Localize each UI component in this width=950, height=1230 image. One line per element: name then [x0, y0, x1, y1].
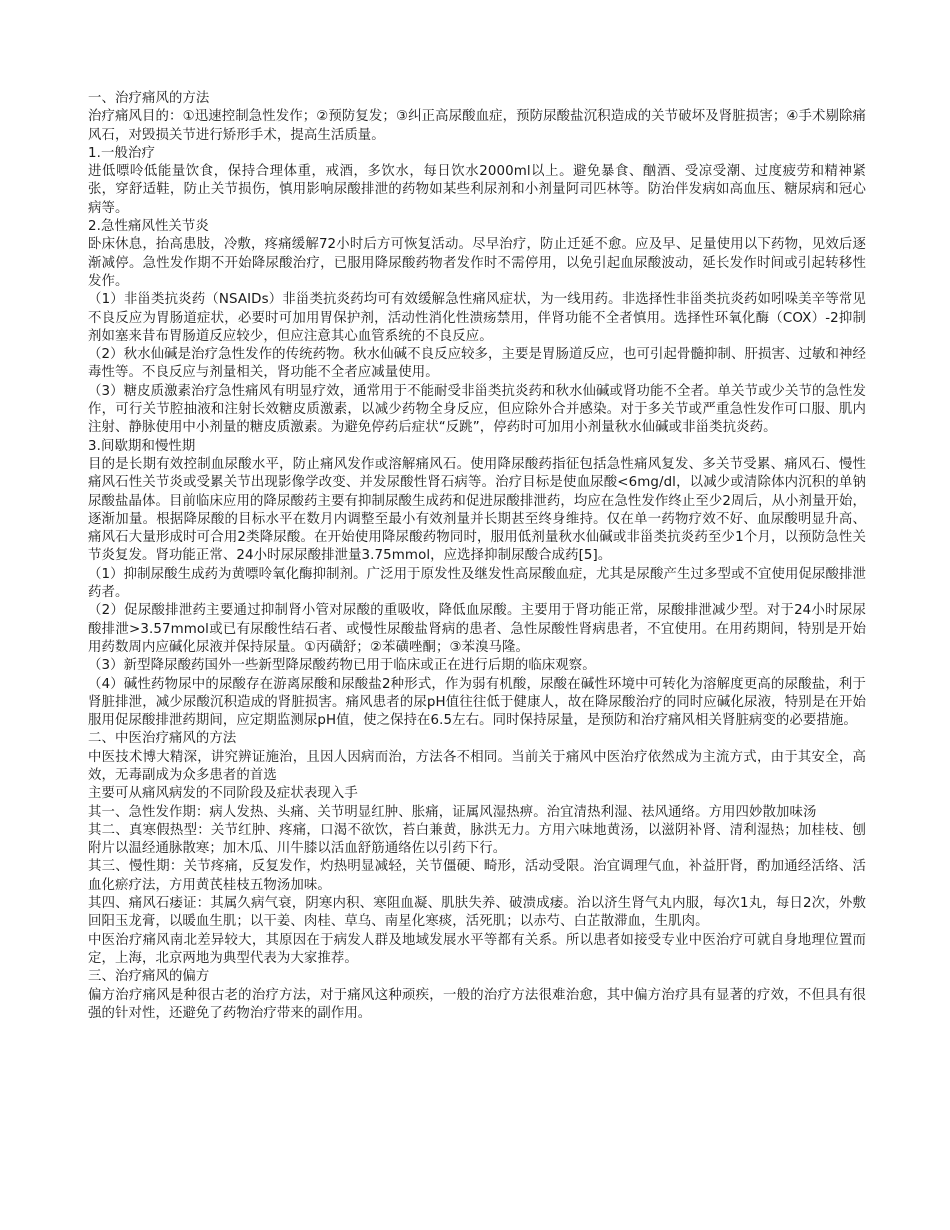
subheading-acute-arthritis: 2.急性痛风性关节炎: [88, 219, 209, 235]
paragraph-intermittent-chronic: 目的是长期有效控制血尿酸水平，防止痛风发作或溶解痛风石。使用降尿酸药指征包括急性痛风复发、多关节受累、痛风石、慢性痛风石性关节炎或受累关节出现影像学改变、并发尿酸性肾石病等。治疗目标是使血尿酸<6mg/dl，以减少或清除体内沉积的单钠尿酸盐晶体。目前临床应用的降尿酸药主要有抑制尿酸生成药和促进尿酸排泄药，均应在急性发作终止至少2周后，从小剂量开始，逐渐加量。根据降尿酸的目标水平在数月内调整至最小有效剂量并长期甚至终身维持。仅在单一药物疗效不好、血尿酸明显升高、痛风石大量形成时可合用2类降尿酸。在开始使用降尿酸药物同时，服用低剂量秋水仙碱或非甾类抗炎药至少1个月，以预防急性关节炎复发。肾功能正常、24小时尿尿酸排泄量3.75mmol，应选择抑制尿酸合成药[5]。: [88, 456, 866, 564]
paragraph-acute-arthritis: 卧床休息，抬高患肢，冷敷，疼痛缓解72小时后方可恢复活动。尽早治疗，防止迁延不愈。应及早、足量使用以下药物，见效后逐渐减停。急性发作期不开始降尿酸治疗，已服用降尿酸药物者发作时不需停用，以免引起血尿酸波动，延长发作时间或引起转移性发作。: [88, 237, 866, 289]
paragraph-tcm-stage-2: 其二、真寒假热型：关节红肿、疼痛，口渴不欲饮，苔白兼黄，脉洪无力。方用六味地黄汤，以滋阴补肾、清利湿热；加桂枝、刨附片以温经通脉散寒；加木瓜、川牛膝以活血舒筋通络佐以引药下行。: [88, 822, 866, 857]
section-heading-1: 一、治疗痛风的方法: [88, 91, 210, 106]
paragraph-colchicine: （2）秋水仙碱是治疗急性发作的传统药物。秋水仙碱不良反应较多，主要是胃肠道反应，也可引起骨髓抑制、肝损害、过敏和神经毒性等。不良反应与剂量相关，肾功能不全者应减量使用。: [88, 347, 866, 381]
paragraph-treatment-goals: 治疗痛风目的：①迅速控制急性发作；②预防复发；③纠正高尿酸血症，预防尿酸盐沉积造成的关节破坏及肾脏损害；④手术剔除痛风石，对毁损关节进行矫形手术，提高生活质量。: [88, 109, 866, 143]
paragraph-new-drugs: （3）新型降尿酸药国外一些新型降尿酸药物已用于临床或正在进行后期的临床观察。: [88, 658, 596, 674]
subheading-intermittent-chronic: 3.间歇期和慢性期: [88, 438, 196, 454]
paragraph-uric-acid-synthesis-inhibitor: （1）抑制尿酸生成药为黄嘌呤氧化酶抑制剂。广泛用于原发性及继发性高尿酸血症，尤其是尿酸产生过多型或不宜使用促尿酸排泄药者。: [88, 566, 866, 601]
paragraph-uricosuric: （2）促尿酸排泄药主要通过抑制肾小管对尿酸的重吸收，降低血尿酸。主要用于肾功能正常，尿酸排泄减少型。对于24小时尿尿酸排泄>3.57mmol或已有尿酸性结石者、或慢性尿酸盐肾病的患者、急性尿酸性肾病患者，不宜使用。在用药期间，特别是开始用药数周内应碱化尿液并保持尿量。①丙磺舒；②苯磺唑酮；③苯溴马隆。: [88, 603, 866, 655]
paragraph-general-treatment: 进低嘌呤低能量饮食，保持合理体重，戒酒，多饮水，每日饮水2000ml以上。避免暴食、酗酒、受凉受潮、过度疲劳和精神紧张，穿舒适鞋，防止关节损伤，慎用影响尿酸排泄的药物如某些利尿剂和小剂量阿司匹林等。防治伴发病如高血压、糖尿病和冠心病等。: [88, 164, 866, 216]
paragraph-tcm-stages: 主要可从痛风病发的不同阶段及症状表现入手: [88, 786, 358, 802]
paragraph-tcm-stage-1: 其一、急性发作期：病人发热、头痛、关节明显红肿、胀痛，证属风湿热痹。治宜清热利湿、祛风通络。方用四妙散加味汤: [88, 804, 817, 820]
paragraph-glucocorticoids: （3）糖皮质激素治疗急性痛风有明显疗效，通常用于不能耐受非甾类抗炎药和秋水仙碱或肾功能不全者。单关节或少关节的急性发作，可行关节腔抽液和注射长效糖皮质激素，以减少药物全身反应，但应除外合并感染。对于多关节或严重急性发作可口服、肌内注射、静脉使用中小剂量的糖皮质激素。为避免停药后症状“反跳”，停药时可加用小剂量秋水仙碱或非甾类抗炎药。: [88, 383, 866, 436]
subheading-general-treatment: 1.一般治疗: [88, 145, 155, 161]
document-page: [88, 90, 866, 1023]
paragraph-alkaline-drugs: （4）碱性药物尿中的尿酸存在游离尿酸和尿酸盐2种形式，作为弱有机酸，尿酸在碱性环境中可转化为溶解度更高的尿酸盐，利于肾脏排泄，减少尿酸沉积造成的肾脏损害。痛风患者的尿pH值往往低于健康人，故在降尿酸治疗的同时应碱化尿液，特别是在开始服用促尿酸排泄药期间，应定期监测尿pH值，使之保持在6.5左右。同时保持尿量，是预防和治疗痛风相关肾脏病变的必要措施。: [88, 676, 866, 729]
paragraph-folk-remedies: 偏方治疗痛风是种很古老的治疗方法，对于痛风这种顽疾，一般的治疗方法很难治愈，其中偏方治疗具有显著的疗效，不但具有很强的针对性，还避免了药物治疗带来的副作用。: [88, 987, 866, 1021]
section-heading-2: 二、中医治疗痛风的方法: [88, 731, 237, 747]
section-heading-3: 三、治疗痛风的偏方: [88, 969, 210, 985]
paragraph-tcm-stage-4: 其四、痛风石痿证：其属久病气衰，阴寒内积、寒阻血凝、肌肤失养、破溃成痿。治以济生肾气丸内服，每次1丸，每日2次，外敷回阳玉龙膏，以暖血生肌；以干姜、肉桂、草乌、南星化寒痰，活死肌；以赤芍、白芷散滞血，生肌肉。: [88, 896, 866, 930]
paragraph-tcm-regional: 中医治疗痛风南北差异较大，其原因在于病发人群及地域发展水平等都有关系。所以患者如接受专业中医治疗可就自身地理位置而定，上海，北京两地为典型代表为大家推荐。: [88, 932, 866, 966]
paragraph-nsaids: （1）非甾类抗炎药（NSAIDs）非甾类抗炎药均可有效缓解急性痛风症状，为一线用药。非选择性非甾类抗炎药如吲哚美辛等常见不良反应为胃肠道症状，必要时可加用胃保护剂，活动性消化性溃疡禁用，伴肾功能不全者慎用。选择性环氧化酶（COX）-2抑制剂如塞来昔布胃肠道反应较少，但应注意其心血管系统的不良反应。: [88, 292, 866, 344]
paragraph-tcm-stage-3: 其三、慢性期：关节疼痛，反复发作，灼热明显减轻，关节僵硬、畸形，活动受限。治宜调理气血，补益肝肾，酌加通经活络、活血化瘀疗法，方用黄芪桂枝五物汤加味。: [88, 859, 866, 893]
paragraph-tcm-intro: 中医技术博大精深，讲究辨证施治，且因人因病而治，方法各不相同。当前关于痛风中医治疗依然成为主流方式，由于其安全，高效，无毒副成为众多患者的首选: [88, 749, 866, 783]
